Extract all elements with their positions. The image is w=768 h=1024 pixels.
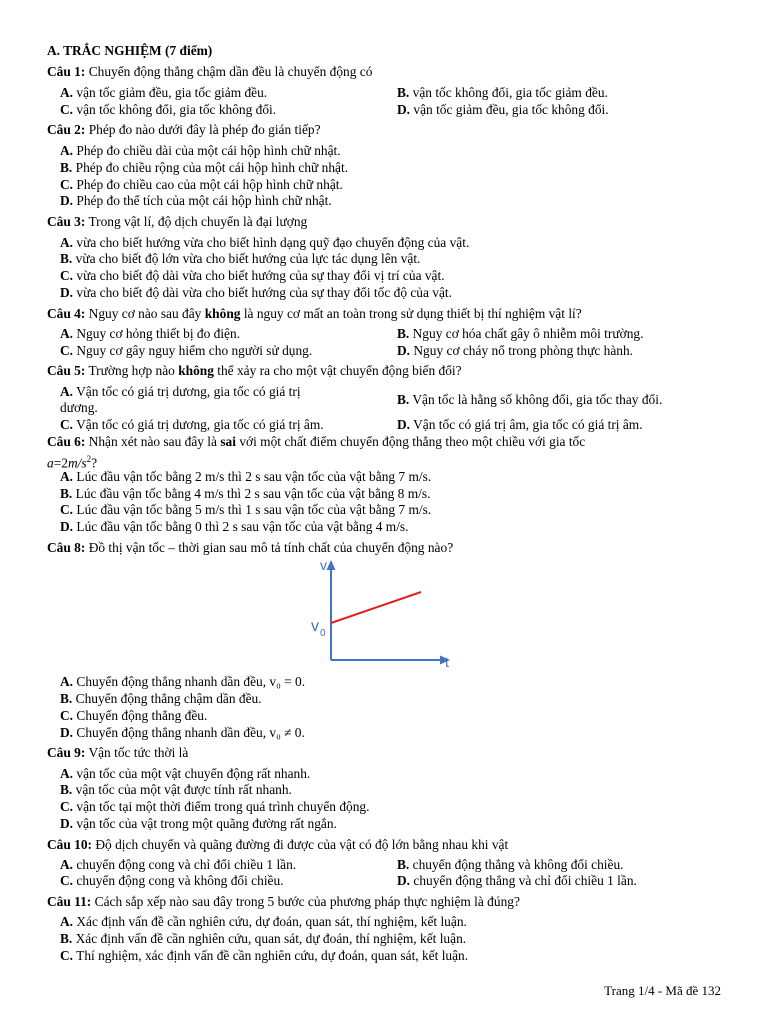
q2-option-b: B. Phép đo chiều rộng của một cái hộp hình chữ nhật. [60,160,349,175]
question-8: Câu 8: Đồ thị vận tốc – thời gian sau mô tả tính chất của chuyển động nào? [47,540,454,555]
q5-option-a-cont: dương. [60,400,98,415]
q6-option-b: B. Lúc đầu vận tốc bằng 4 m/s thì 2 s sau vận tốc của vật bằng 8 m/s. [60,486,431,501]
question-6: Câu 6: Nhận xét nào sau đây là sai với một chất điểm chuyển động thẳng theo một chiều với gia tốc [47,434,586,449]
q3-option-b: B. vừa cho biết độ lớn vừa cho biết hướng của lực tác dụng lên vật. [60,251,421,266]
q2-option-d: D. Phép đo thể tích của một cái hộp hình chữ nhật. [60,193,332,208]
q9-option-d: D. vận tốc của vật trong một quãng đường rất ngắn. [60,816,337,831]
q10-option-a: A. chuyển động cong và chỉ đổi chiều 1 lần. [60,857,297,872]
question-2: Câu 2: Phép đo nào dưới đây là phép đo gián tiếp? [47,122,321,137]
q10-option-b: B. chuyển động thẳng và không đổi chiều. [397,857,624,872]
q3-option-c: C. vừa cho biết độ dài vừa cho biết hướng của sự thay đổi vị trí của vật. [60,268,445,283]
q5-option-a: A. Vận tốc có giá trị dương, gia tốc có giá trị [60,384,301,399]
q1-option-c: C. vận tốc không đổi, gia tốc không đổi. [60,102,277,117]
q1-option-b: B. vận tốc không đổi, gia tốc giảm đều. [397,85,608,100]
question-1: Câu 1: Chuyển động thẳng chậm dần đều là chuyển động có [47,64,373,79]
question-5: Câu 5: Trường hợp nào không thể xảy ra cho một vật chuyển động biến đổi? [47,363,462,378]
q6-option-a: A. Lúc đầu vận tốc bằng 2 m/s thì 2 s sau vận tốc của vật bằng 7 m/s. [60,469,432,484]
q11-option-a: A. Xác định vấn đề cần nghiên cứu, dự đoán, quan sát, thí nghiệm, kết luận. [60,914,467,929]
q6-option-d: D. Lúc đầu vận tốc bằng 0 thì 2 s sau vận tốc của vật bằng 4 m/s. [60,519,409,534]
q8-option-b: B. Chuyển động thẳng chậm dần đều. [60,691,262,706]
q2-option-a: A. Phép đo chiều dài của một cái hộp hình chữ nhật. [60,143,341,158]
q4-option-d: D. Nguy cơ cháy nổ trong phòng thực hành. [397,343,634,358]
question-3: Câu 3: Trong vật lí, độ dịch chuyển là đại lượng [47,214,308,229]
q8-option-d: D. Chuyển động thẳng nhanh dần đều, v₀ ≠ 0. [60,725,305,740]
q8-option-c: C. Chuyển động thẳng đều. [60,708,208,723]
q11-option-c: C. Thí nghiệm, xác định vấn đề cần nghiên cứu, dự đoán, quan sát, kết luận. [60,948,469,963]
velocity-line [331,592,421,623]
y-axis-arrow [327,560,336,570]
page-footer: Trang 1/4 - Mã đề 132 [604,983,721,998]
question-10: Câu 10: Độ dịch chuyển và quãng đường đi được của vật có độ lớn bằng nhau khi vật [47,837,509,852]
q9-option-b: B. vận tốc của một vật được tính rất nhanh. [60,782,292,797]
q9-option-a: A. vận tốc của một vật chuyển động rất nhanh. [60,766,311,781]
v0-label: v [311,618,319,635]
q5-option-d: D. Vận tốc có giá trị âm, gia tốc có giá trị âm. [397,417,643,432]
y-axis-label: v [320,557,327,573]
velocity-time-graph [308,556,458,674]
q5-option-c: C. Vận tốc có giá trị dương, gia tốc có giá trị âm. [60,417,324,432]
q3-option-a: A. vừa cho biết hướng vừa cho biết hình dạng quỹ đạo chuyển động của vật. [60,235,470,250]
q4-option-b: B. Nguy cơ hóa chất gây ô nhiễm môi trường. [397,326,644,341]
q1-option-a: A. vận tốc giảm đều, gia tốc giảm đều. [60,85,268,100]
q9-option-c: C. vận tốc tại một thời điểm trong quá trình chuyển động. [60,799,370,814]
q4-option-a: A. Nguy cơ hỏng thiết bị đo điện. [60,326,241,341]
question-9: Câu 9: Vận tốc tức thời là [47,745,189,760]
q3-option-d: D. vừa cho biết độ dài vừa cho biết hướng của sự thay đổi tốc độ của vật. [60,285,453,300]
section-title: A. TRẮC NGHIỆM (7 điểm) [47,43,213,58]
question-11: Câu 11: Cách sắp xếp nào sau đây trong 5 bước của phương pháp thực nghiệm là đúng? [47,894,520,909]
q8-option-a: A. Chuyển động thẳng nhanh dần đều, v₀ = 0. [60,674,306,689]
v0-subscript: 0 [320,628,326,639]
q6-formula: $a=2m/s^2$? [47,454,98,471]
q6-option-c: C. Lúc đầu vận tốc bằng 5 m/s thì 1 s sau vận tốc của vật bằng 7 m/s. [60,502,432,517]
q5-option-b: B. Vận tốc là hằng số không đổi, gia tốc thay đổi. [397,392,663,407]
question-4: Câu 4: Nguy cơ nào sau đây không là nguy cơ mất an toàn trong sử dụng thiết bị thí nghiệm vật lí? [47,306,582,321]
q10-option-d: D. chuyển động thẳng và chỉ đổi chiều 1 lần. [397,873,637,888]
q4-option-c: C. Nguy cơ gây nguy hiểm cho người sử dụng. [60,343,313,358]
q10-option-c: C. chuyển động cong và không đổi chiều. [60,873,284,888]
x-axis-label: t [445,654,449,670]
q11-option-b: B. Xác định vấn đề cần nghiên cứu, quan sát, dự đoán, thí nghiệm, kết luận. [60,931,467,946]
q2-option-c: C. Phép đo chiều cao của một cái hộp hình chữ nhật. [60,177,343,192]
q1-option-d: D. vận tốc giảm đều, gia tốc không đổi. [397,102,609,117]
